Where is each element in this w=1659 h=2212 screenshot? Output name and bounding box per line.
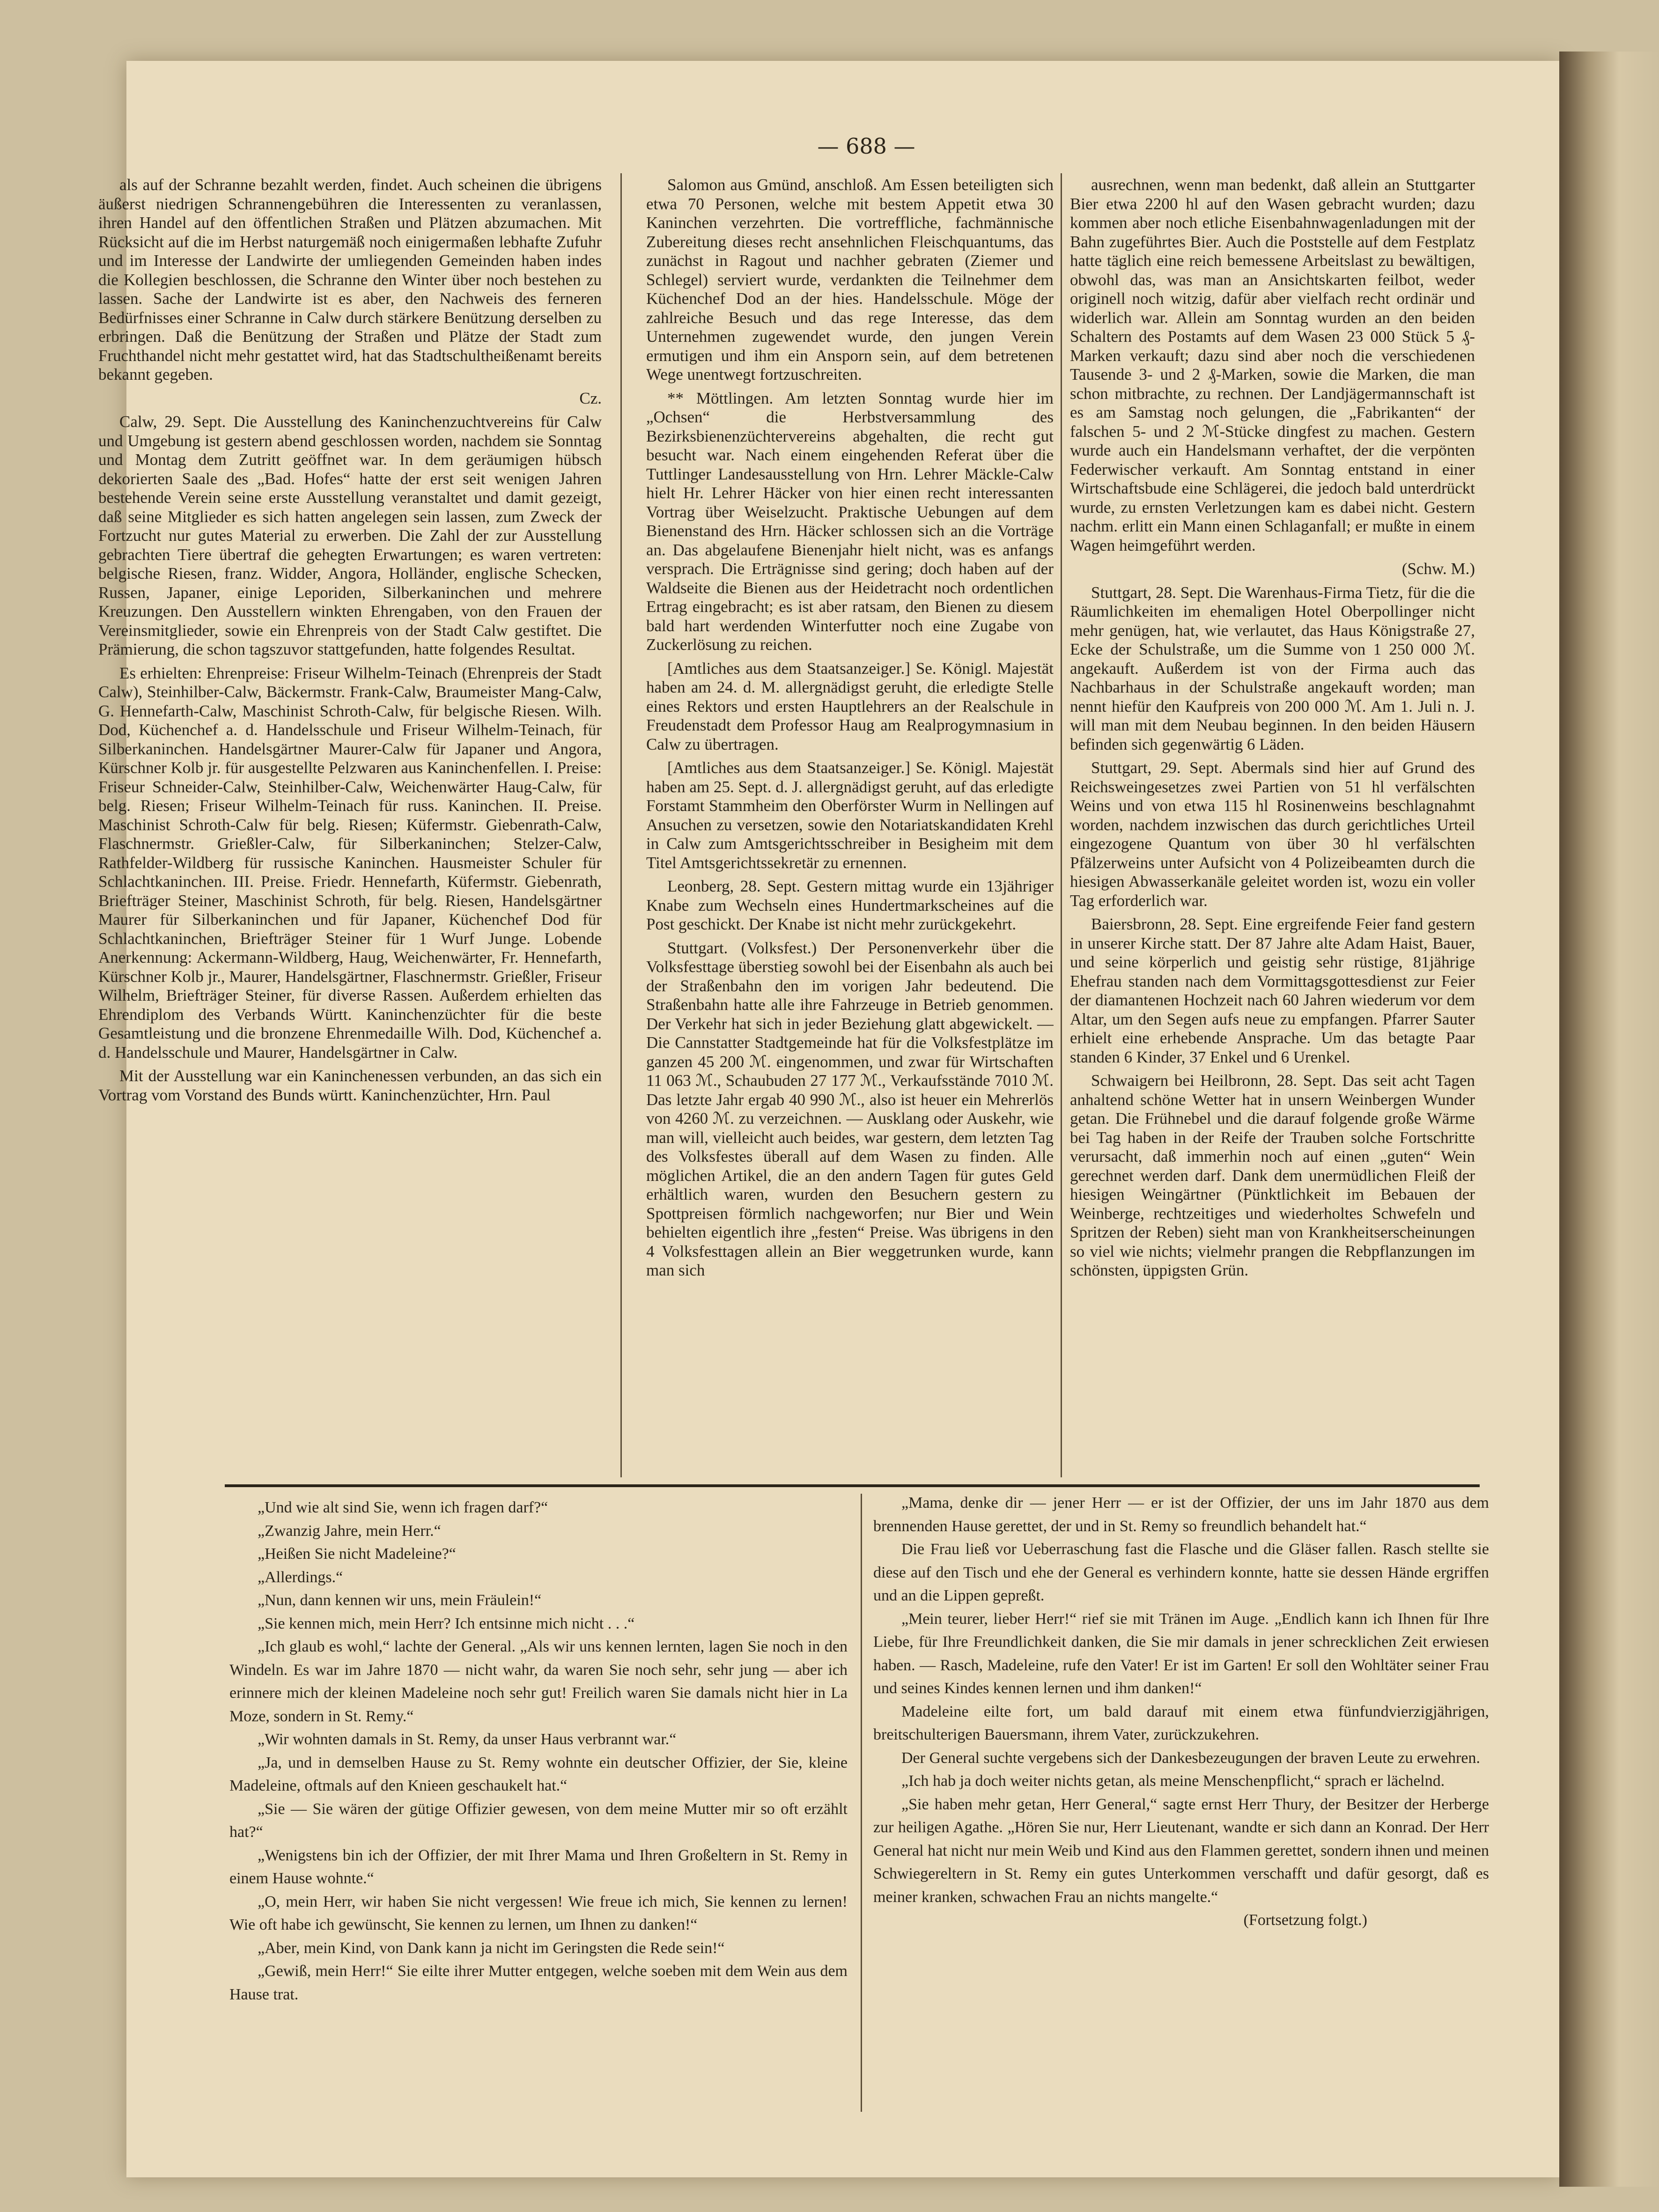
story-line: „Sie haben mehr getan, Herr General,“ sagte ernst Herr Thury, der Besitzer der Herberge zur heiligen Agathe. „Hören Sie nur, Herr Lieutenant, wandte er sich dann an Konrad. Der Herr General hat nicht nur mein Weib und Kind aus den Flammen gerettet, sondern ihnen und meinen Schwiegereltern in St. Remy ein gutes Unterkommen verschafft und dafür gesorgt, daß es meiner kranken, schwachen Frau an nichts mangelte.“	[873, 1795, 1489, 1906]
story-line: „Sie — Sie wären der gütige Offizier gewesen, von dem meine Mutter mir so oft erzählt hat?“	[229, 1800, 848, 1841]
story-line: „Sie kennen mich, mein Herr? Ich entsinne mich nicht . . .“	[258, 1615, 635, 1632]
article-paragraph: Leonberg, 28. Sept. Gestern mittag wurde ein 13jähriger Knabe zum Wechseln eines Hundertmarkscheines auf die Post geschickt. Der Knabe ist nicht mehr zurückgekehrt.	[646, 877, 1054, 933]
page-number: — 688 —	[817, 133, 915, 159]
feuilleton-rule	[225, 1484, 1480, 1487]
article-paragraph: [Amtliches aus dem Staatsanzeiger.] Se. Königl. Majestät haben am 25. Sept. d. J. allergnädigst geruht, auf das erledigte Forstamt Stammheim den Oberförster Wurm in Nellingen auf Ansuchen zu versetzen, sowie den Notariatskandidaten Krehl in Calw zum Amtsgerichtsschreiber in Besigheim mit dem Titel Amtsgerichtssekretär zu ernennen.	[646, 759, 1054, 872]
article-paragraph: Schwaigern bei Heilbronn, 28. Sept. Das seit acht Tagen anhaltend schöne Wetter hat in unsern Weinbergen Wunder getan. Die Frühnebel und die darauf folgende große Wärme bei Tag haben in der Reife der Trauben solche Fortschritte verursacht, daß immerhin noch auf einen „guten“ Wein gerechnet werden darf. Dank dem unermüdlichen Fleiß der hiesigen Weingärtner (Pünktlichkeit im Bebauen der Weinberge, rechtzeitiges und wiederholtes Schwefeln und Spritzen der Reben) sieht man von Krankheitserscheinungen so viel wie nichts; vielmehr prangen die Rebpflanzungen im schönsten, üppigsten Grün.	[1070, 1071, 1475, 1279]
book-gutter	[1559, 52, 1659, 2187]
feuilleton-right-column	[873, 1491, 1489, 2124]
story-line: „Und wie alt sind Sie, wenn ich fragen darf?“	[258, 1499, 548, 1516]
feuilleton-divider	[861, 1494, 862, 2112]
story-line: Madeleine eilte fort, um bald darauf mit einem etwa fünfundvierzigjährigen, breitschulterigen Bauersmann, ihrem Vater, zurückzukehren.	[873, 1703, 1489, 1743]
story-line: „Mein teurer, lieber Herr!“ rief sie mit Tränen im Auge. „Endlich kann ich Ihnen für Ihre Liebe, für Ihre Freundlichkeit danken, die Sie mir damals in jener schrecklichen Zeit erwiesen haben. — Rasch, Madeleine, rufe den Vater! Er ist im Garten! Er soll den Wohltäter seiner Frau und seines Kindes kennen lernen und ihm danken!“	[873, 1610, 1489, 1697]
story-line: „Ich hab ja doch weiter nichts getan, als meine Menschenpflicht,“ sprach er lächelnd.	[901, 1772, 1445, 1790]
story-line: „O, mein Herr, wir haben Sie nicht vergessen! Wie freue ich mich, Sie kennen zu lernen! Wie oft habe ich gewünscht, Sie kennen zu lernen, um Ihnen zu danken!“	[229, 1893, 848, 1933]
column-divider	[620, 173, 622, 1477]
column-2	[646, 176, 1054, 1477]
story-line: Die Frau ließ vor Ueberraschung fast die Flasche und die Gläser fallen. Rasch stellte sie diese auf den Tisch und ehe der General es verhindern konnte, hatte sie dessen Hände ergriffen und an die Lippen gepreßt.	[873, 1541, 1489, 1604]
article-signature: Cz.	[579, 389, 602, 407]
story-line: „Wenigstens bin ich der Offizier, der mit Ihrer Mama und Ihren Großeltern in St. Remy in einem Hause wohnte.“	[229, 1846, 848, 1887]
article-paragraph: [Amtliches aus dem Staatsanzeiger.] Se. Königl. Majestät haben am 24. d. M. allergnädigst geruht, die erledigte Stelle eines Rektors und ersten Hauptlehrers an der Realschule in Freudenstadt dem Professor Haug am Realprogymnasium in Calw zu übertragen.	[646, 659, 1054, 753]
article-paragraph: Salomon aus Gmünd, anschloß. Am Essen beteiligten sich etwa 70 Personen, welche mit bestem Appetit etwa 30 Kaninchen verzehrten. Die vortreffliche, fachmännische Zubereitung dieses recht ansehnlichen Fleischquantums, das zunächst in Ragout und nachher gebraten (Ziemer und Schlegel) serviert wurde, verdankten die Teilnehmer dem Küchenchef Dod an der hies. Handelsschule. Möge der zahlreiche Besuch und das rege Interesse, das dem Unternehmen zugewendet wurde, den jungen Verein ermutigen und ihm ein Ansporn sein, auf dem betretenen Wege unentwegt fortzuschreiten.	[646, 176, 1054, 383]
story-line: „Zwanzig Jahre, mein Herr.“	[258, 1522, 441, 1540]
article-paragraph: ** Möttlingen. Am letzten Sonntag wurde hier im „Ochsen“ die Herbstversammlung des Bezirksbienenzüchtervereins abgehalten, die recht gut besucht war. Nach einem eingehenden Referat über die Tuttlinger Landesausstellung von Hrn. Lehrer Mäckle-Calw hielt Hr. Lehrer Häcker von hier einen recht interessanten Vortrag über Weiselzucht. Praktische Uebungen auf dem Bienenstand des Hrn. Häcker schlossen sich an die Vorträge an. Das abgelaufene Bienenjahr hielt nicht, was es anfangs versprach. Die Erträgnisse sind gering; doch haben auf der Waldseite die Bienen aus der Heidetracht noch ordentlichen Ertrag eingebracht; es ist aber ratsam, den Bienen zu diesem bald hart werdenden Winterfutter noch eine Zugabe von Zuckerlösung zu reichen.	[646, 389, 1054, 654]
column-divider	[1061, 173, 1062, 1477]
story-line: „Nun, dann kennen wir uns, mein Fräulein!“	[258, 1592, 542, 1609]
article-paragraph: Stuttgart. (Volksfest.) Der Personenverkehr über die Volksfesttage überstieg sowohl bei der Eisenbahn als auch bei der Straßenbahn den im vorigen Jahr bedeutend. Die Straßenbahn hatte alle ihre Fahrzeuge in Betrieb genommen. Der Verkehr hat sich in jeder Beziehung glatt abgewickelt. — Die Cannstatter Stadtgemeinde hat für die Volksfestplätze im ganzen 45 200 ℳ. eingenommen, und zwar für Wirtschaften 11 063 ℳ., Schaubuden 27 177 ℳ., Verkaufsstände 7010 ℳ. Das letzte Jahr ergab 40 990 ℳ., also ist heuer ein Mehrerlös von 4260 ℳ. zu verzeichnen. — Ausklang oder Auskehr, wie man will, vielleicht auch beides, war gestern, dem letzten Tag des Volksfestes überall auf dem Wasen zu finden. Alle möglichen Artikel, die an den andern Tagen für gutes Geld erhältlich waren, wurden den Besuchern gestern zu Spottpreisen förmlich nachgeworfen; nur Bier und Wein behielten eigentlich ihre „festen“ Preise. Was übrigens in den 4 Volksfesttagen allein an Bier weggetrunken wurde, kann man sich	[646, 938, 1054, 1279]
article-paragraph: Baiersbronn, 28. Sept. Eine ergreifende Feier fand gestern in unserer Kirche statt. Der 87 Jahre alte Adam Haist, Bauer, und seine körperlich und geistig sehr rüstige, 81jährige Ehefrau standen nach dem Vormittagsgottesdienst zur Feier der diamantenen Hochzeit nach 60 Jahren wiederum vor dem Altar, um den Segen aufs neue zu empfangen. Pfarrer Sauter erhielt eine erhebende Ansprache. Um das betagte Paar standen 6 Kinder, 37 Enkel und 6 Urenkel.	[1070, 915, 1475, 1066]
article-paragraph: Calw, 29. Sept. Die Ausstellung des Kaninchenzuchtvereins für Calw und Umgebung ist gestern abend geschlossen worden, nachdem sie Sonntag und Montag dem Zutritt geöffnet war. In dem geräumigen hübsch dekorierten Saale des „Bad. Hofes“ hatte der erst seit wenigen Jahren bestehende Verein seine erste Ausstellung veranstaltet und damit gezeigt, daß seine Mitglieder es sich hatten angelegen sein lassen, zum Zweck der Fortzucht nur gutes Material zu erwerben. Die Zahl der zur Ausstellung gebrachten Tiere übertraf die gehegten Erwartungen; es waren vertreten: belgische Riesen, franz. Widder, Angora, Holländer, englische Schecken, Russen, Japaner, einige Leporiden, Silberkaninchen und mehrere Kreuzungen. Den Ausstellern winkten Ehrengaben, von den Frauen der Vereinsmitglieder, sowie ein Ehrenpreis von der Stadt Calw gestiftet. Die Prämierung, die schon tagszuvor stattgefunden, hatte folgendes Resultat.	[98, 413, 602, 658]
story-line: Der General suchte vergebens sich der Dankesbezeugungen der braven Leute zu erwehren.	[901, 1749, 1481, 1767]
story-line: „Ich glaub es wohl,“ lachte der General. „Als wir uns kennen lernten, lagen Sie noch in den Windeln. Es war im Jahre 1870 — nicht wahr, da waren Sie noch sehr, sehr jung — aber ich erinnere mich der kleinen Madeleine noch sehr gut! Freilich waren Sie damals nicht hier in La Moze, sondern in St. Remy.“	[229, 1638, 848, 1725]
article-paragraph: Es erhielten: Ehrenpreise: Friseur Wilhelm-Teinach (Ehrenpreis der Stadt Calw), Steinhilber-Calw, Bäckermstr. Frank-Calw, Braumeister Mang-Calw, G. Hennefarth-Calw, Maschinist Schroth-Calw, für belgische Riesen. Wilh. Dod, Küchenchef a. d. Handelsschule und Friseur Wilhelm-Teinach, für Silberkaninchen. Handelsgärtner Maurer-Calw für Japaner und Angora, Kürschner Kolb jr. für ausgestellte Pelzwaren aus Kaninchenfellen. I. Preise: Friseur Schneider-Calw, Steinhilber-Calw, Weichenwärter Haug-Calw, für belg. Riesen; Friseur Wilhelm-Teinach für russ. Kaninchen. II. Preise. Maschinist Schroth-Calw für belg. Riesen; Küfermstr. Giebenrath-Calw, Flaschnermstr. Grießler-Calw, für Silberkaninchen; Stelzer-Calw, Rathfelder-Wildberg für russische Kaninchen. Hausmeister Schuler für Schlachtkaninchen. III. Preise. Friedr. Hennefarth, Küfermstr. Giebenrath, Briefträger Steiner, Maschinist Schroth, für belg. Riesen, Handelsgärtner Maurer für Silberkaninchen und für Japaner, Küchenchef Dod für Schlachtkaninchen, Briefträger Steiner für 1 Wurf Junge. Lobende Anerkennung: Ackermann-Wildberg, Haug, Weichenwärter, Fr. Hennefarth, Kürschner Kolb jr., Maurer, Handelsgärtner, Flaschnermstr. Grießler, Friseur Wilhelm, Briefträger Steiner, für diverse Rassen. Außerdem erhielten das Ehrendiplom des Verbands Württ. Kaninchenzüchter für die beste Gesamtleistung und die bronzene Ehrenmedaille Wilh. Dod, Küchenchef a. d. Handelsschule und Maurer, Handelsgärtner in Calw.	[98, 664, 602, 1062]
article-paragraph: ausrechnen, wenn man bedenkt, daß allein an Stuttgarter Bier etwa 2200 hl auf den Wasen gebracht wurden; dazu kommen aber noch etliche Eisenbahnwagenladungen mit der Bahn zugeführtes Bier. Auch die Poststelle auf dem Festplatz hatte täglich eine reich bemessene Arbeitslast zu bewältigen, obwohl das, was man an Ansichtskarten feilbot, weder originell noch witzig, dafür aber vielfach recht ordinär und widerlich war. Allein am Sonntag wurden an den beiden Schaltern des Postamts auf dem Wasen 23 000 Stück 5 ₰-Marken verkauft; dazu sind aber noch die verschiedenen Tausende 3- und 2 ₰-Marken, sowie die Marken, die man schon mitbrachte, zu rechnen. Der Landjägermannschaft ist es am Samstag noch gelungen, die „Fabrikanten“ der falschen 5- und 2 ℳ-Stücke dingfest zu machen. Gestern wurde auch ein Handelsmann verhaftet, der die verpönten Federwischer verkauft. Am Sonntag entstand in einer Wirtschaftsbude eine Schlägerei, die jedoch bald unterdrückt wurde, zu ernsten Verletzungen kam es dabei nicht. Gestern nachm. erlitt ein Mann einen Schlaganfall; er mußte in einem Wagen heimgeführt werden.	[1070, 176, 1475, 554]
column-1	[98, 176, 602, 1477]
story-line: „Gewiß, mein Herr!“ Sie eilte ihrer Mutter entgegen, welche soeben mit dem Wein aus dem Hause trat.	[229, 1962, 848, 2003]
article-paragraph: Stuttgart, 28. Sept. Die Warenhaus-Firma Tietz, für die die Räumlichkeiten im ehemaligen Hotel Oberpollinger nicht mehr genügen, hat, wie verlautet, das Haus Königstraße 27, Ecke der Schulstraße, um die Summe von 1 250 000 ℳ. angekauft. Außerdem ist von der Firma auch das Nachbarhaus in der Schulstraße angekauft worden; man nennt hiefür den Kaufpreis von 200 000 ℳ. Am 1. Juli n. J. will man mit dem Neubau beginnen. In den beiden Häusern befinden sich gegenwärtig 6 Läden.	[1070, 583, 1475, 753]
article-paragraph: als auf der Schranne bezahlt werden, findet. Auch scheinen die übrigens äußerst niedrigen Schrannengebühren die Interessenten zu veranlassen, ihren Handel auf den öffentlichen Straßen und Plätzen abzumachen. Mit Rücksicht auf die im Herbst naturgemäß noch einigermaßen lebhafte Zufuhr und im Interesse der Landwirte der umliegenden Gemeinden haben indes die Kollegien beschlossen, die Schranne den Winter über noch bestehen zu lassen. Sache der Landwirte ist es aber, den Nachweis des ferneren Bedürfnisses einer Schranne in Calw durch stärkere Benützung derselben zu erbringen. Daß die Benützung der Straßen und Plätze der Stadt zum Fruchthandel nicht mehr gestattet wird, hat das Stadtschultheißenamt bereits bekannt gegeben.	[98, 176, 602, 383]
article-paragraph: Mit der Ausstellung war ein Kaninchenessen verbunden, an das sich ein Vortrag vom Vorstand des Bunds württ. Kaninchenzüchter, Hrn. Paul	[98, 1067, 602, 1104]
continuation-note: (Fortsetzung folgt.)	[1243, 1911, 1367, 1929]
story-line: „Heißen Sie nicht Madeleine?“	[258, 1545, 456, 1563]
column-3	[1070, 176, 1475, 1477]
story-line: „Wir wohnten damals in St. Remy, da unser Haus verbrannt war.“	[258, 1731, 677, 1748]
feuilleton-left-column	[229, 1496, 848, 2124]
story-line: „Mama, denke dir — jener Herr — er ist der Offizier, der uns im Jahr 1870 aus dem brennenden Hause gerettet, der und in St. Remy so freundlich behandelt hat.“	[873, 1494, 1489, 1535]
story-line: „Allerdings.“	[258, 1568, 343, 1586]
story-line: „Aber, mein Kind, von Dank kann ja nicht im Geringsten die Rede sein!“	[258, 1939, 725, 1957]
article-paragraph: Stuttgart, 29. Sept. Abermals sind hier auf Grund des Reichsweingesetzes zwei Partien von 51 hl verfälschten Weins und von etwa 115 hl Rosinenweins beschlagnahmt worden, nachdem inzwischen das durch gerichtliches Urteil eingezogene Quantum von über 30 hl verfälschten Pfälzerweins unter Aufsicht von 4 Polizeibeamten durch die hiesigen Abwasserkanäle geleitet worden ist, wozu ein voller Tag erforderlich war.	[1070, 759, 1475, 910]
story-line: „Ja, und in demselben Hause zu St. Remy wohnte ein deutscher Offizier, der Sie, kleine Madeleine, oftmals auf den Knieen geschaukelt hat.“	[229, 1754, 848, 1794]
article-signature: (Schw. M.)	[1401, 560, 1475, 578]
